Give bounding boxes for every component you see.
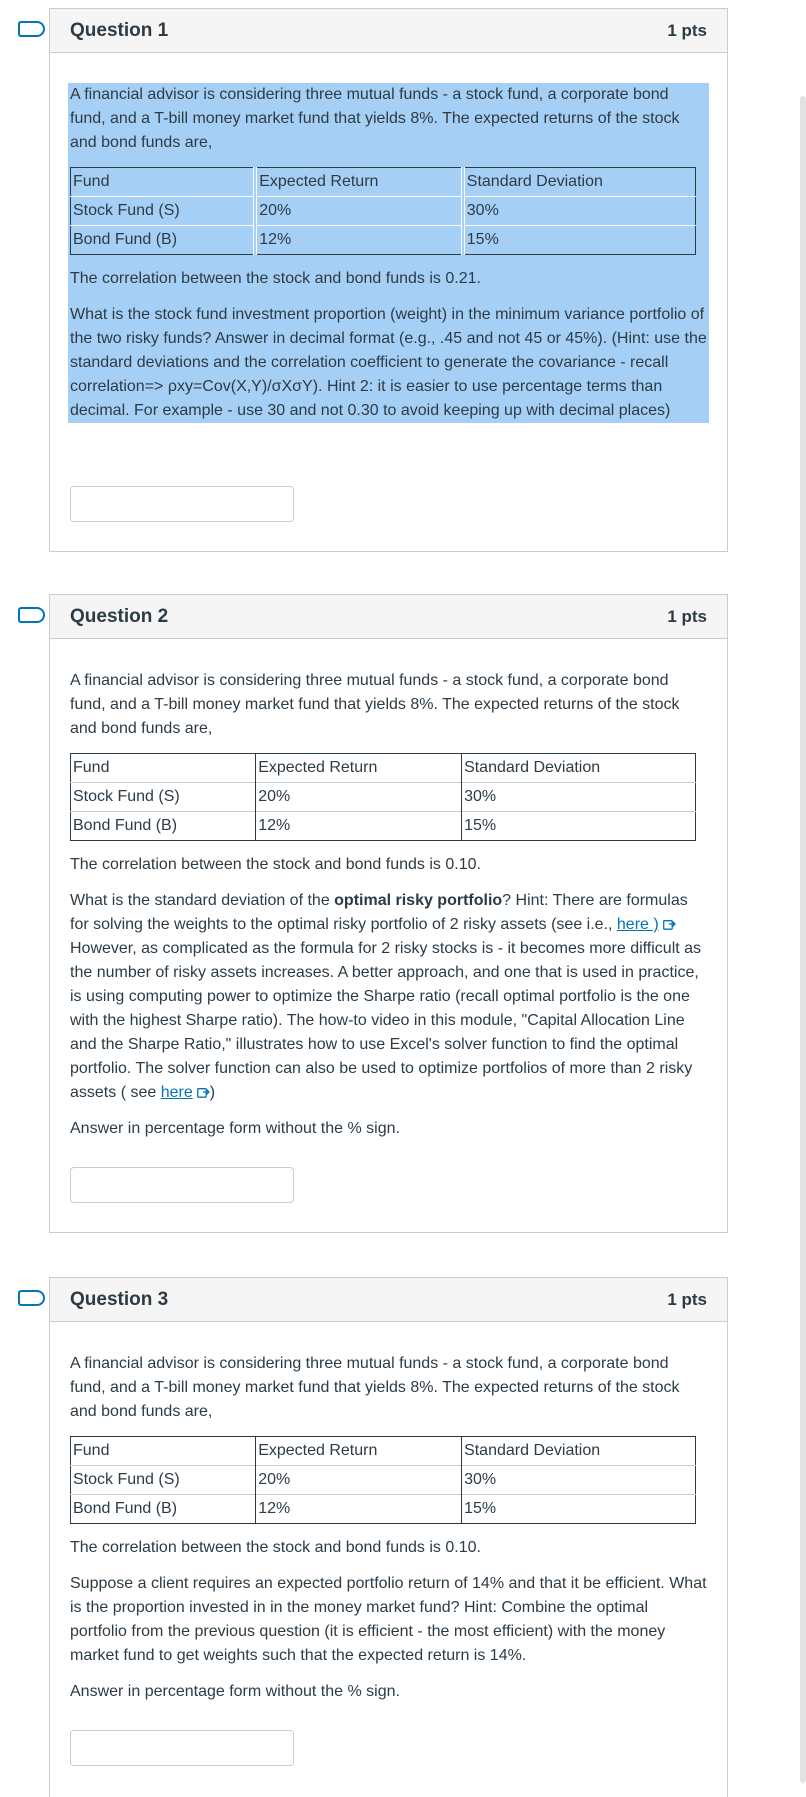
question-card-1 [49, 8, 728, 552]
table-row [71, 783, 696, 812]
answer-input[interactable] [70, 1167, 294, 1203]
correlation-text: The correlation between the stock and bond funds is 0.21. [70, 270, 481, 287]
flag-question-icon[interactable] [18, 607, 38, 623]
table-cell: 30% [463, 197, 696, 226]
flag-question-icon[interactable] [18, 1290, 38, 1306]
question-body [50, 639, 727, 1203]
table-cell: Stock Fund (S) [71, 783, 256, 812]
table-cell: 30% [462, 783, 696, 812]
question-prompt: Suppose a client requires an expected portfolio return of 14% and that it be efficient. What is the proportion invested in in the money market fund? Hint: Combine the optimal portfolio from the previous question (it is efficient - the most efficient) with the money market fund to get weights such that the expected return is 14%. [70, 1575, 707, 1664]
question-prompt: What is the stock fund investment proportion (weight) in the minimum variance portfolio of the two risky funds? Answer in decimal format (e.g., .45 and not 45 or 45%). (Hint: use the standard deviations and the correlation coefficient to generate the covariance - recall correlation=> ρxy=Cov(X,Y)/σXσY). Hint 2: it is easier to use percentage terms than decimal. For example - use 30 and not 0.30 to avoid keeping up with decimal places) [70, 306, 707, 419]
table-header-cell: Fund [73, 173, 110, 190]
table-cell: 15% [463, 226, 696, 255]
selected-text-block [68, 83, 709, 423]
external-link-here-1[interactable]: here ) [616, 916, 659, 933]
question-header [50, 1278, 727, 1322]
answer-format-text: Answer in percentage form without the % sign. [70, 1683, 400, 1700]
table-cell: 12% [256, 812, 462, 841]
table-cell: Stock Fund (S) [71, 197, 256, 226]
answer-input[interactable] [70, 486, 294, 522]
question-prompt [70, 889, 707, 1105]
funds-table [70, 753, 696, 841]
external-link-icon [663, 919, 676, 930]
question-points: 1 pts [667, 20, 707, 40]
funds-table [70, 167, 696, 255]
question-intro: A financial advisor is considering three mutual funds - a stock fund, a corporate bond fund, and a T-bill money market fund that yields 8%. The expected returns of the stock and bond funds are, [70, 86, 680, 151]
question-body [50, 1322, 727, 1766]
external-link-here-2[interactable]: here [160, 1084, 193, 1101]
question-title: Question 1 [70, 19, 169, 41]
table-row [71, 197, 696, 226]
prompt-text: ) [209, 1084, 216, 1101]
table-cell: 30% [462, 1466, 696, 1495]
table-header-cell: Fund [73, 759, 110, 776]
table-row [71, 812, 696, 841]
question-points: 1 pts [667, 1289, 707, 1309]
table-cell: 12% [256, 1495, 462, 1524]
question-header [50, 9, 727, 53]
question-title: Question 3 [70, 1288, 169, 1310]
question-header [50, 595, 727, 639]
question-card-2 [49, 594, 728, 1233]
table-row [71, 226, 696, 255]
answer-format-text: Answer in percentage form without the % sign. [70, 1120, 400, 1137]
table-header-cell: Standard Deviation [463, 168, 696, 197]
table-cell: Bond Fund (B) [71, 1495, 256, 1524]
table-header-row [71, 168, 696, 197]
table-cell: 12% [255, 226, 463, 255]
table-row [71, 1466, 696, 1495]
table-header-cell: Expected Return [255, 168, 463, 197]
table-header-cell: Standard Deviation [462, 1437, 696, 1466]
table-row [71, 1495, 696, 1524]
table-cell: Bond Fund (B) [71, 226, 256, 255]
table-cell: 20% [255, 197, 463, 226]
flag-question-icon[interactable] [18, 21, 38, 37]
prompt-emphasis: optimal risky portfolio [334, 892, 503, 909]
table-header-cell: Expected Return [256, 1437, 462, 1466]
table-cell: 20% [256, 1466, 462, 1495]
table-header-cell: Fund [73, 1442, 110, 1459]
correlation-text: The correlation between the stock and bond funds is 0.10. [70, 1539, 481, 1556]
answer-input[interactable] [70, 1730, 294, 1766]
prompt-text: What is the standard deviation of the [70, 892, 335, 909]
prompt-text: ? Hint: There are formulas for solving the weights to the optimal risky portfolio of 2 risky assets (see i.e., [70, 892, 688, 933]
correlation-text: The correlation between the stock and bond funds is 0.10. [70, 856, 481, 873]
question-intro: A financial advisor is considering three mutual funds - a stock fund, a corporate bond fund, and a T-bill money market fund that yields 8%. The expected returns of the stock and bond funds are, [70, 1355, 680, 1420]
prompt-text: However, as complicated as the formula for 2 risky stocks is - it becomes more difficult as the number of risky assets increases. A better approach, and one that is used in practice, is using computing power to optimize the Sharpe ratio (recall optimal portfolio is the one with the highest Sharpe ratio). The how-to video in this module, "Capital Allocation Line and the Sharpe Ratio," illustrates how to use Excel's solver function to find the optimal portfolio. The solver function can also be used to optimize portfolios of more than 2 risky assets ( see [70, 940, 702, 1101]
table-cell: Stock Fund (S) [71, 1466, 256, 1495]
external-link-icon [197, 1087, 210, 1098]
table-header-cell: Standard Deviation [462, 754, 696, 783]
table-cell: 15% [462, 812, 696, 841]
question-points: 1 pts [667, 606, 707, 626]
table-cell: 15% [462, 1495, 696, 1524]
table-header-row [71, 1437, 696, 1466]
table-cell: Bond Fund (B) [71, 812, 256, 841]
scrollbar[interactable] [800, 96, 806, 1783]
table-cell: 20% [256, 783, 462, 812]
question-card-3 [49, 1277, 728, 1797]
question-body [50, 53, 727, 522]
funds-table [70, 1436, 696, 1524]
table-header-cell: Expected Return [256, 754, 462, 783]
question-title: Question 2 [70, 605, 169, 627]
question-intro: A financial advisor is considering three mutual funds - a stock fund, a corporate bond fund, and a T-bill money market fund that yields 8%. The expected returns of the stock and bond funds are, [70, 672, 680, 737]
table-header-row [71, 754, 696, 783]
